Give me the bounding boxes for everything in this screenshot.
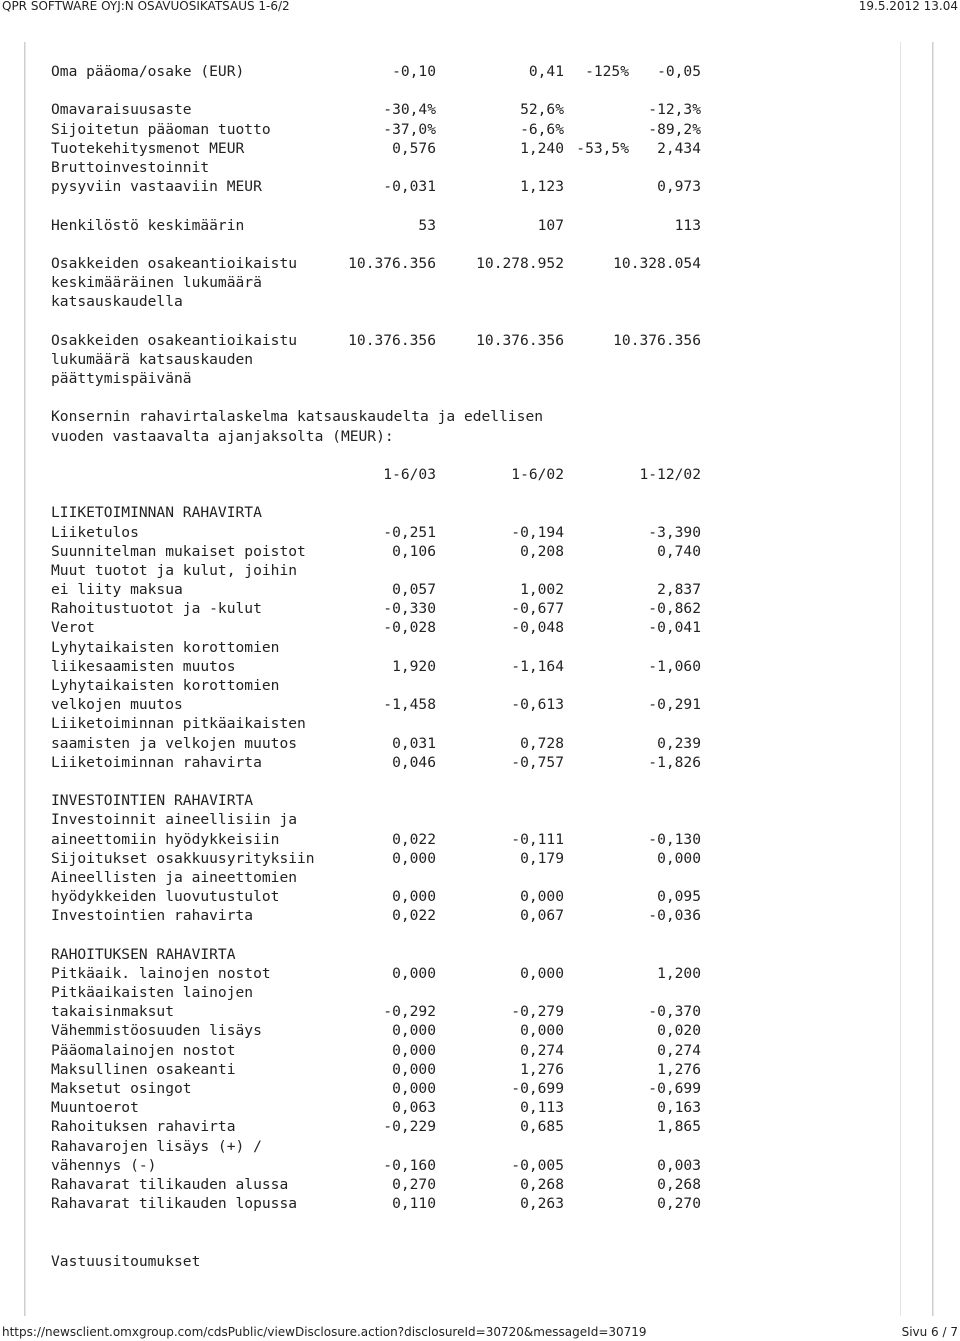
value-period-3: -0,699 (648, 1079, 701, 1097)
blank-row (51, 235, 711, 254)
value-period-3: -1,826 (648, 753, 701, 771)
frame-border-left (24, 42, 26, 1316)
table-row (51, 695, 711, 714)
blank-row (51, 446, 711, 465)
row-label: Lyhytaikaisten korottomien (51, 638, 280, 656)
value-period-3: -0,05 (657, 63, 701, 80)
row-label: Sijoitukset osakkuusyrityksiin (51, 849, 315, 867)
value-period-2: -0,613 (511, 696, 564, 714)
value-period-1: 0,270 (392, 1175, 436, 1193)
print-date: 19.5.2012 13.04 (858, 0, 958, 13)
value-period-2: 0,179 (520, 849, 564, 867)
table-row (51, 350, 711, 369)
table-row (51, 407, 711, 426)
row-label: päättymispäivänä (51, 370, 192, 387)
value-period-1: -0,229 (383, 1118, 436, 1136)
table-row (51, 1175, 711, 1194)
value-period-2: 10.278.952 (476, 254, 564, 272)
table-row (51, 1021, 711, 1040)
table-row (51, 100, 711, 119)
value-period-2: 52,6% (520, 101, 564, 119)
row-label: Oma pääoma/osake (EUR) (51, 63, 245, 80)
value-period-2: 0,728 (520, 734, 564, 752)
value-period-2: -6,6% (520, 120, 564, 138)
value-period-1: -0,028 (383, 619, 436, 637)
table-row (51, 830, 711, 849)
value-period-1: 0,057 (392, 581, 436, 599)
value-period-1: 0,110 (392, 1195, 436, 1213)
value-period-3: 0,163 (657, 1099, 701, 1117)
value-period-1: 0,000 (392, 1041, 436, 1059)
value-period-2: 0,000 (520, 1022, 564, 1040)
value-period-3: 0,095 (657, 888, 701, 906)
row-label: Pääomalainojen nostot (51, 1041, 236, 1059)
value-period-1: 0,000 (392, 1079, 436, 1097)
source-url[interactable]: https://newsclient.omxgroup.com/cdsPublic/viewDisclosure.action?disclosureId=30720&messageId=30719 (2, 1325, 647, 1339)
table-row (51, 1060, 711, 1079)
value-change-pct: -53,5% (576, 139, 629, 157)
table-row (51, 676, 711, 695)
row-label: RAHOITUKSEN RAHAVIRTA (51, 945, 236, 963)
value-period-1: -37,0% (383, 120, 436, 138)
value-period-2: 0,263 (520, 1195, 564, 1213)
blank-row (51, 772, 711, 791)
value-period-2: -0,194 (511, 523, 564, 541)
row-label: Bruttoinvestoinnit (51, 158, 210, 176)
value-period-1: 53 (418, 216, 436, 234)
value-period-1: -30,4% (383, 101, 436, 119)
document-title: QPR SOFTWARE OYJ:N OSAVUOSIKATSAUS 1-6/2 (2, 0, 290, 13)
value-period-1: 1-6/03 (383, 465, 436, 483)
table-row (51, 657, 711, 676)
table-row (51, 503, 711, 522)
row-label: Konsernin rahavirtalaskelma katsauskaudelta ja edellisen (51, 408, 544, 426)
value-period-1: -0,292 (383, 1003, 436, 1021)
value-period-3: 0,239 (657, 734, 701, 752)
value-period-3: 0,270 (657, 1195, 701, 1213)
row-label: Pitkäaikaisten lainojen (51, 984, 254, 1001)
row-label: Osakkeiden osakeantioikaistu (51, 254, 298, 272)
row-label: Rahavarat tilikauden lopussa (51, 1195, 298, 1213)
table-row (51, 177, 711, 196)
row-label: hyödykkeiden luovutustulot (51, 888, 280, 906)
value-period-3: -0,041 (648, 619, 701, 637)
value-period-2: 1-6/02 (511, 465, 564, 483)
row-label: Rahoituksen rahavirta (51, 1118, 236, 1136)
row-label: saamisten ja velkojen muutos (51, 734, 298, 752)
value-period-3: -0,291 (648, 696, 701, 714)
table-row (51, 561, 711, 580)
table-row (51, 791, 711, 810)
row-label: Maksetut osingot (51, 1079, 192, 1097)
row-label: Henkilöstö keskimäärin (51, 216, 245, 234)
row-label: Aineellisten ja aineettomien (51, 868, 298, 886)
blank-row (51, 925, 711, 944)
table-row (51, 887, 711, 906)
table-row (51, 964, 711, 983)
value-period-3: 2,837 (657, 581, 701, 599)
row-label: lukumäärä katsauskauden (51, 350, 254, 368)
page-number: Sivu 6 / 7 (901, 1325, 958, 1339)
value-period-2: -0,005 (511, 1156, 564, 1174)
value-period-3: 0,268 (657, 1175, 701, 1193)
value-period-1: 0,022 (392, 830, 436, 848)
table-row (51, 542, 711, 561)
row-label: Maksullinen osakeanti (51, 1060, 236, 1078)
table-row (51, 292, 711, 311)
table-row (51, 1002, 711, 1021)
table-row (51, 1079, 711, 1098)
value-period-3: -12,3% (648, 101, 701, 119)
table-row (51, 868, 711, 887)
table-row (51, 714, 711, 733)
value-period-2: 1,276 (520, 1060, 564, 1078)
row-label: Lyhytaikaisten korottomien (51, 677, 280, 694)
value-period-2: 0,41 (528, 63, 564, 80)
value-period-3: -0,036 (648, 907, 701, 925)
row-label: Omavaraisuusaste (51, 101, 192, 119)
value-period-2: -0,279 (511, 1003, 564, 1021)
row-label: Liiketulos (51, 523, 139, 541)
value-period-3: 1,276 (657, 1060, 701, 1078)
value-period-1: 0,000 (392, 849, 436, 867)
value-period-3: 0,274 (657, 1041, 701, 1059)
value-period-1: 10.376.356 (348, 331, 436, 349)
value-period-3: -0,130 (648, 830, 701, 848)
value-period-1: 0,022 (392, 907, 436, 925)
value-period-2: 107 (537, 216, 564, 234)
table-row (51, 254, 711, 273)
row-label: Osakkeiden osakeantioikaistu (51, 331, 298, 349)
row-label: Rahavarojen lisäys (+) / (51, 1137, 262, 1155)
row-label: Investointien rahavirta (51, 907, 254, 925)
value-period-1: 0,000 (392, 964, 436, 982)
row-label: LIIKETOIMINNAN RAHAVIRTA (51, 504, 262, 522)
value-period-1: 1,920 (392, 657, 436, 675)
value-period-2: -0,699 (511, 1079, 564, 1097)
row-label: Muuntoerot (51, 1099, 139, 1117)
table-row (51, 1117, 711, 1136)
row-label: INVESTOINTIEN RAHAVIRTA (51, 792, 254, 810)
value-period-1: -0,10 (392, 63, 436, 80)
value-period-2: 0,113 (520, 1099, 564, 1117)
value-period-2: 10.376.356 (476, 331, 564, 349)
value-period-1: 0,106 (392, 542, 436, 560)
blank-row (51, 388, 711, 407)
table-row (51, 523, 711, 542)
row-label: ei liity maksua (51, 581, 183, 599)
table-row (51, 638, 711, 657)
table-row (51, 1194, 711, 1213)
value-period-2: 1,123 (520, 178, 564, 196)
page-header (0, 0, 960, 14)
row-label: Rahavarat tilikauden alussa (51, 1175, 289, 1193)
row-label: Verot (51, 619, 95, 637)
table-row (51, 158, 711, 177)
blank-row (51, 1232, 711, 1251)
value-period-2: -1,164 (511, 657, 564, 675)
value-change-pct: -125% (585, 63, 629, 80)
value-period-1: 0,046 (392, 753, 436, 771)
value-period-3: 1,865 (657, 1118, 701, 1136)
value-period-1: 0,000 (392, 888, 436, 906)
value-period-2: 0,067 (520, 907, 564, 925)
value-period-3: 1-12/02 (639, 465, 701, 483)
row-label: Vastuusitoumukset (51, 1252, 201, 1270)
value-period-3: 2,434 (657, 139, 701, 157)
value-period-1: 0,576 (392, 139, 436, 157)
table-row (51, 1252, 711, 1271)
blank-row (51, 196, 711, 215)
row-label: Sijoitetun pääoman tuotto (51, 120, 271, 138)
table-row (51, 1156, 711, 1175)
value-period-2: -0,048 (511, 619, 564, 637)
table-row (51, 369, 711, 388)
value-period-2: 0,000 (520, 888, 564, 906)
page-footer (0, 1324, 960, 1341)
value-period-2: 0,208 (520, 542, 564, 560)
value-period-1: -1,458 (383, 696, 436, 714)
value-period-3: 10.376.356 (613, 331, 701, 349)
value-period-3: 113 (674, 216, 701, 234)
value-period-2: 0,268 (520, 1175, 564, 1193)
table-row (51, 580, 711, 599)
value-period-3: 1,200 (657, 964, 701, 982)
table-row (51, 945, 711, 964)
value-period-3: 10.328.054 (613, 254, 701, 272)
row-label: Liiketoiminnan rahavirta (51, 753, 262, 771)
row-label: vuoden vastaavalta ajanjaksolta (MEUR): (51, 427, 394, 445)
value-period-3: 0,973 (657, 178, 701, 196)
table-row (51, 216, 711, 235)
frame-border-inner-right (900, 42, 901, 1316)
value-period-2: -0,677 (511, 600, 564, 618)
blank-row (51, 311, 711, 330)
financial-table (51, 62, 711, 1271)
frame-border-right (932, 42, 934, 1316)
value-period-3: -1,060 (648, 657, 701, 675)
row-label: Suunnitelman mukaiset poistot (51, 542, 306, 560)
table-row (51, 1041, 711, 1060)
value-period-3: -0,862 (648, 600, 701, 618)
value-period-3: -0,370 (648, 1003, 701, 1021)
table-row (51, 1137, 711, 1156)
row-label: Tuotekehitysmenot MEUR (51, 139, 245, 157)
value-period-1: 0,000 (392, 1022, 436, 1040)
table-row (51, 618, 711, 637)
table-row (51, 1098, 711, 1117)
row-label: liikesaamisten muutos (51, 657, 236, 675)
value-period-1: -0,031 (383, 178, 436, 196)
table-row (51, 849, 711, 868)
table-row (51, 273, 711, 292)
value-period-2: 1,240 (520, 139, 564, 157)
table-row (51, 983, 711, 1002)
table-row (51, 465, 711, 484)
table-row (51, 331, 711, 350)
row-label: Rahoitustuotot ja -kulut (51, 600, 262, 618)
row-label: Investoinnit aineellisiin ja (51, 811, 298, 829)
table-row (51, 810, 711, 829)
blank-row (51, 484, 711, 503)
value-period-3: -3,390 (648, 523, 701, 541)
table-row (51, 139, 711, 158)
table-row (51, 753, 711, 772)
value-period-2: -0,111 (511, 830, 564, 848)
value-period-2: -0,757 (511, 753, 564, 771)
value-period-1: -0,330 (383, 600, 436, 618)
value-period-1: 0,031 (392, 734, 436, 752)
value-period-2: 0,685 (520, 1118, 564, 1136)
row-label: velkojen muutos (51, 696, 183, 714)
value-period-3: -89,2% (648, 120, 701, 138)
value-period-1: 10.376.356 (348, 254, 436, 272)
row-label: aineettomiin hyödykkeisiin (51, 830, 280, 848)
row-label: Muut tuotot ja kulut, joihin (51, 561, 298, 579)
table-row (51, 734, 711, 753)
blank-row (51, 81, 711, 100)
row-label: vähennys (-) (51, 1156, 157, 1174)
row-label: pysyviin vastaaviin MEUR (51, 178, 262, 196)
value-period-2: 0,000 (520, 964, 564, 982)
row-label: katsauskaudella (51, 293, 183, 311)
table-row (51, 120, 711, 139)
blank-row (51, 1213, 711, 1232)
value-period-3: 0,020 (657, 1022, 701, 1040)
table-row (51, 906, 711, 925)
row-label: takaisinmaksut (51, 1003, 175, 1021)
value-period-1: 0,000 (392, 1060, 436, 1078)
table-row (51, 62, 711, 81)
value-period-3: 0,740 (657, 542, 701, 560)
row-label: Pitkäaik. lainojen nostot (51, 964, 271, 982)
value-period-2: 1,002 (520, 581, 564, 599)
value-period-1: -0,160 (383, 1156, 436, 1174)
value-period-1: -0,251 (383, 523, 436, 541)
value-period-3: 0,003 (657, 1156, 701, 1174)
row-label: keskimääräinen lukumäärä (51, 274, 262, 292)
table-row (51, 599, 711, 618)
table-row (51, 427, 711, 446)
value-period-3: 0,000 (657, 849, 701, 867)
row-label: Liiketoiminnan pitkäaikaisten (51, 715, 306, 733)
row-label: Vähemmistöosuuden lisäys (51, 1022, 262, 1040)
value-period-1: 0,063 (392, 1099, 436, 1117)
value-period-2: 0,274 (520, 1041, 564, 1059)
